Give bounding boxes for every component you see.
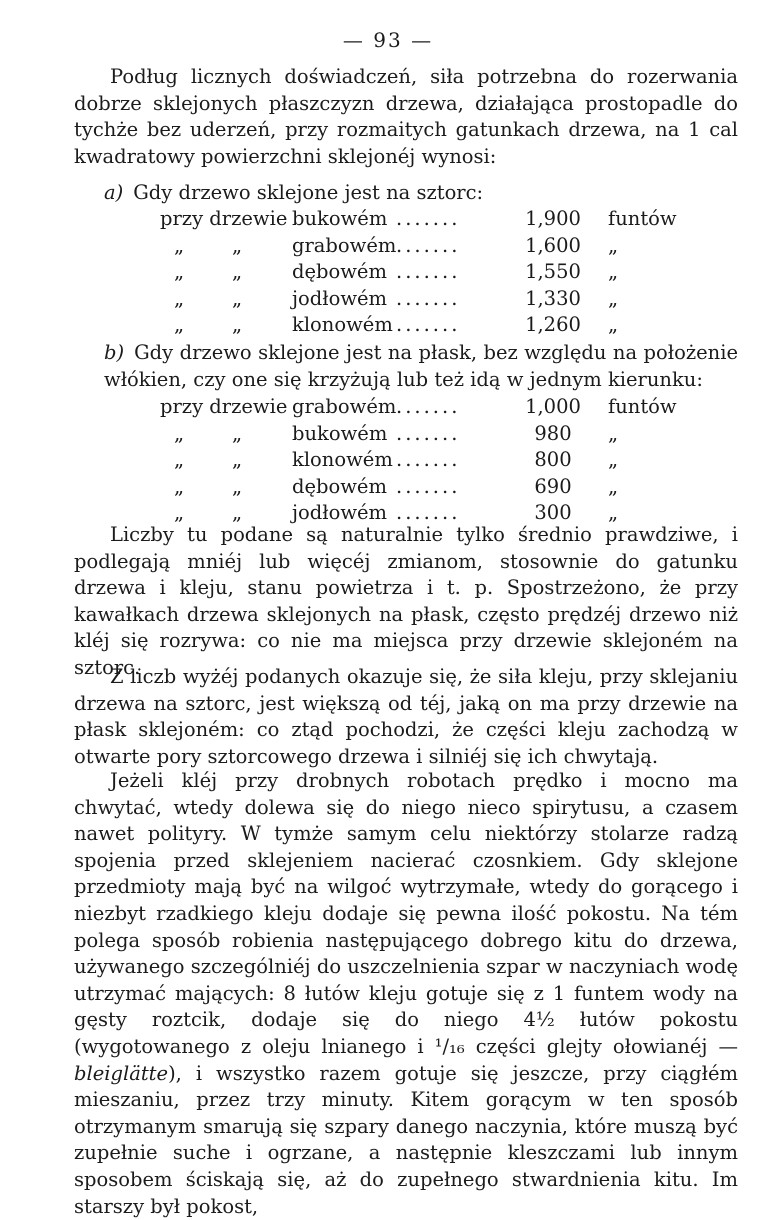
leader-dots: ....... <box>396 233 461 257</box>
row-value: 980 <box>534 421 572 445</box>
ditto-mark: „ <box>174 501 185 525</box>
table-sztorc <box>160 206 680 339</box>
ditto-mark: „ <box>174 448 185 472</box>
ditto-mark: „ <box>232 233 243 257</box>
ditto-mark: „ <box>174 313 185 337</box>
section-b-heading <box>104 340 738 393</box>
leader-dots: ....... <box>396 260 461 284</box>
ditto-mark: „ <box>174 286 185 310</box>
leader-dots: ....... <box>396 313 461 337</box>
row-unit: funtów <box>608 207 677 230</box>
paragraph-z-liczb: Z liczb wyżéj podanych okazuje się, że siła kleju, przy sklejaniu drzewa na sztorc, jest większą od téj, jaką on ma przy drzewie na płask sklejoném: co ztąd pochodzi, że części kleju zachodzą w otwarte pory sztorcowego drzewa i silniéj się ich chwytają. <box>74 665 738 768</box>
row-unit: „ <box>608 260 619 284</box>
paragraph-jezeli-part1: Jeżeli kléj przy drobnych robotach prędko i mocno ma chwytać, wtedy dolewa się do niego nieco spirytusu, a czasem nawet polityry. W tymże samym celu niektórzy stolarze radzą spojenia przed sklejeniem nacierać czosnkiem. Gdy sklejone przedmioty mają być na wilgoć wytrzymałe, wtedy do gorącego i niezbyt rzadkiego kleju dodaje się pewna ilość pokostu. Na tém polega sposób robienia następującego dobrego kitu do drzewa, używanego szczególniéj do uszczelnienia szpar w naczyniach wodę utrzymać mających: 8 łutów kleju gotuje się z 1 funtem wody na gęsty roztcik, dodaje się do niego 4½ łutów pokostu (wygotowanego z oleju lnianego i ¹/₁₆ części glejty ołowianéj — <box>74 769 738 1058</box>
row-value: 800 <box>534 448 572 472</box>
ditto-mark: „ <box>174 421 185 445</box>
table-row <box>160 286 680 313</box>
row-unit: „ <box>608 474 619 498</box>
ditto-mark: „ <box>174 474 185 498</box>
row-wood: dębowém <box>292 474 387 498</box>
row-unit: „ <box>608 501 619 525</box>
table-row <box>160 312 680 339</box>
row-value: 1,260 <box>525 313 581 337</box>
leader-dots: ....... <box>396 395 461 418</box>
row-prefix: przy drzewie <box>160 395 288 418</box>
paragraph-jezeli <box>74 768 738 1220</box>
row-value: 1,600 <box>525 233 581 257</box>
page-number: — 93 — <box>342 28 434 52</box>
table-row <box>160 233 680 260</box>
section-a-marker: a) <box>104 181 124 204</box>
row-value: 1,900 <box>525 207 581 230</box>
ditto-mark: „ <box>232 448 243 472</box>
paragraph-liczby: Liczby tu podane są naturalnie tylko średnio prawdziwe, i podlegają mniéj lub więcéj zmianom, stosownie do gatunku drzewa i kleju, stanu powietrza i t. p. Spostrzeżono, że przy kawałkach drzewa sklejonych na płask, często prędzéj drzewo niż kléj się rozrywa: co nie ma miejsca przy drzewie sklejoném na sztorc. <box>74 523 738 679</box>
section-b-text: Gdy drzewo sklejone jest na płask, bez względu na położenie włókien, czy one się krzyżują lub też idą w jednym kierunku: <box>104 341 738 391</box>
table-row <box>160 259 680 286</box>
leader-dots: ....... <box>396 286 461 310</box>
row-value: 1,550 <box>525 260 581 284</box>
row-wood: bukowém <box>292 207 388 230</box>
table-row <box>160 394 680 421</box>
ditto-mark: „ <box>232 286 243 310</box>
leader-dots: ....... <box>396 207 461 230</box>
row-wood: jodłowém <box>292 501 388 525</box>
row-unit: „ <box>608 448 619 472</box>
row-prefix: przy drzewie <box>160 207 288 230</box>
row-wood: grabowém <box>292 233 397 257</box>
row-unit: funtów <box>608 395 677 418</box>
leader-dots: ....... <box>396 501 461 525</box>
table-plask <box>160 394 680 527</box>
ditto-mark: „ <box>232 501 243 525</box>
bleiglaette-term: bleiglätte <box>74 1061 169 1085</box>
row-wood: klonowém <box>292 313 393 337</box>
row-wood: jodłowém <box>292 286 388 310</box>
table-row <box>160 447 680 474</box>
row-unit: „ <box>608 313 619 337</box>
ditto-mark: „ <box>232 474 243 498</box>
paragraph-jezeli-part2: ), i wszystko razem gotuje się jeszcze, przy ciągłém mieszaniu, przez trzy minuty. Kitem gorącym w ten sposób otrzymanym smarują się szpary danego naczynia, które muszą być zupełnie suche i ogrzane, a następnie kleszczami lub innym sposobem ściskają się, aż do zupełnego stwardnienia kitu. Im starszy był pokost, <box>74 1061 738 1218</box>
ditto-mark: „ <box>174 260 185 284</box>
ditto-mark: „ <box>232 260 243 284</box>
ditto-mark: „ <box>232 421 243 445</box>
leader-dots: ....... <box>396 448 461 472</box>
row-wood: klonowém <box>292 448 393 472</box>
leader-dots: ....... <box>396 421 461 445</box>
row-value: 690 <box>534 474 572 498</box>
row-wood: grabowém <box>292 395 397 418</box>
section-b-marker: b) <box>104 341 125 364</box>
ditto-mark: „ <box>232 313 243 337</box>
ditto-mark: „ <box>174 233 185 257</box>
table-row <box>160 474 680 501</box>
row-wood: bukowém <box>292 421 388 445</box>
table-row <box>160 421 680 448</box>
section-a-text: Gdy drzewo sklejone jest na sztorc: <box>133 181 484 204</box>
row-value: 1,000 <box>525 395 581 418</box>
row-unit: „ <box>608 233 619 257</box>
row-value: 1,330 <box>525 286 581 310</box>
row-unit: „ <box>608 286 619 310</box>
table-row <box>160 206 680 233</box>
row-value: 300 <box>534 501 572 525</box>
row-wood: dębowém <box>292 260 387 284</box>
paragraph-intro: Podług licznych doświadczeń, siła potrzebna do rozerwania dobrze sklejonych płaszczyzn drzewa, działająca prostopadle do tychże bez uderzeń, przy rozmaitych gatunkach drzewa, na 1 cal kwadratowy powierzchni sklejonéj wynosi: <box>74 65 738 168</box>
section-a-heading <box>104 180 738 207</box>
row-unit: „ <box>608 421 619 445</box>
leader-dots: ....... <box>396 474 461 498</box>
